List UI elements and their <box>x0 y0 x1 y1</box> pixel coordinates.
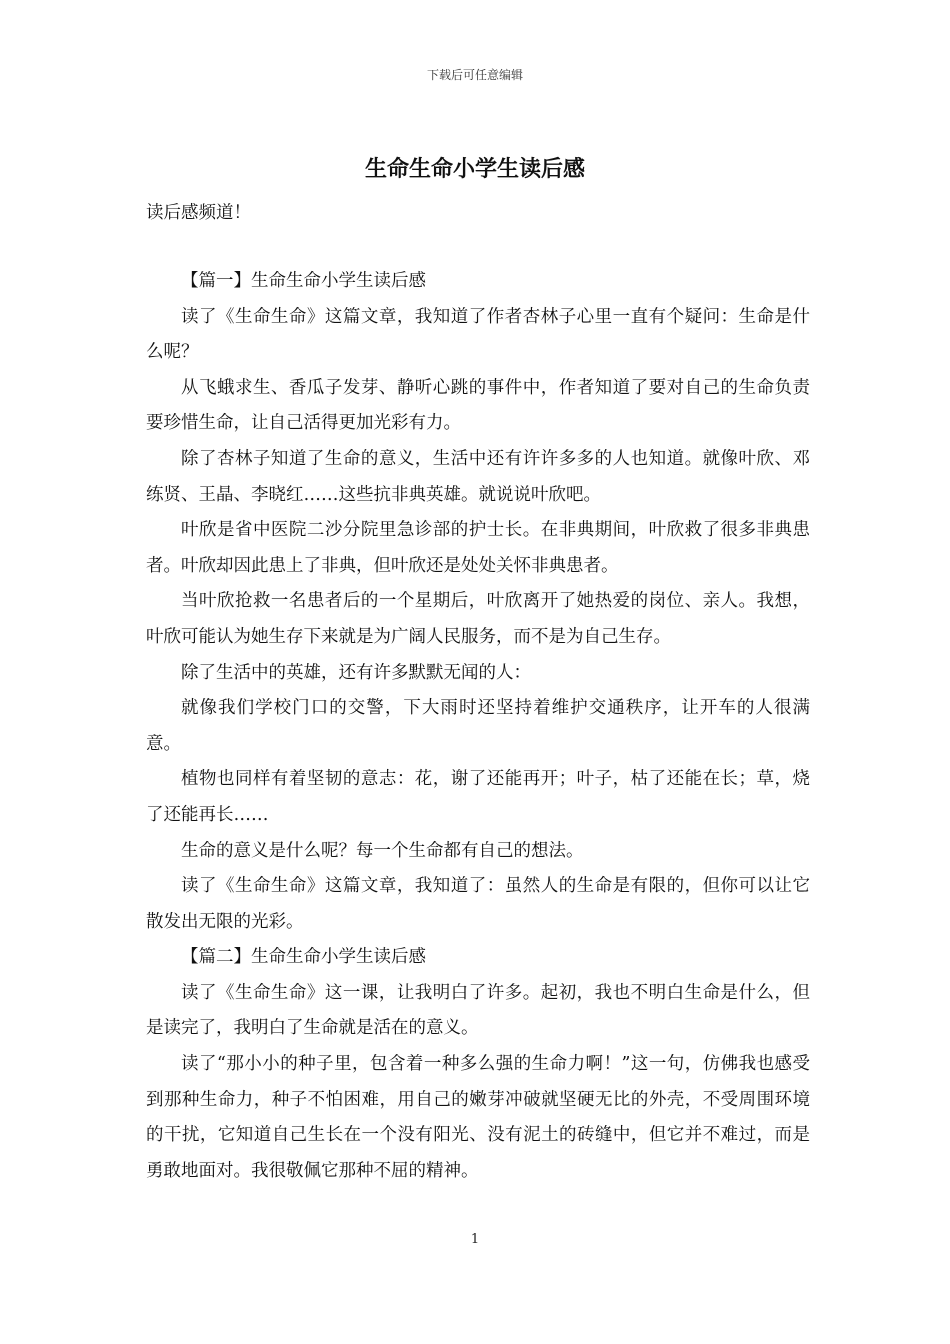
paragraph: 就像我们学校门口的交警，下大雨时还坚持着维护交通秩序，让开车的人很满意。 <box>146 698 810 754</box>
paragraph: 读了《生命生命》这篇文章，我知道了作者杏林子心里一直有个疑问：生命是什么呢？ <box>146 306 810 363</box>
page-number: 1 <box>470 1232 480 1247</box>
paragraph: 生命的意义是什么呢？每一个生命都有自己的想法。 <box>181 840 584 861</box>
paragraph: 读了“那小小的种子里，包含着一种多么强的生命力啊！”这一句，仿佛我也感受到那种生命力，种子不怕困难，用自己的嫩芽冲破就坚硬无比的外壳，不受周围环境的干扰，它知道自己生长在一个没有阳光、没有泥土的砖缝中，但它并不难过，而是勇敢地面对。我很敬佩它那种不屈的精神。 <box>146 1054 810 1181</box>
section-heading-2: 【篇二】生命生命小学生读后感 <box>181 947 426 968</box>
document-title: 生命生命小学生读后感 <box>364 157 585 182</box>
paragraph: 读了《生命生命》这一课，让我明白了许多。起初，我也不明白生命是什么，但是读完了，我明白了生命就是活在的意义。 <box>146 982 810 1039</box>
paragraph: 当叶欣抢救一名患者后的一个星期后，叶欣离开了她热爱的岗位、亲人。我想，叶欣可能认为她生存下来就是为广阔人民服务，而不是为自己生存。 <box>146 591 810 647</box>
paragraph: 叶欣是省中医院二沙分院里急诊部的护士长。在非典期间，叶欣救了很多非典患者。叶欣却因此患上了非典，但叶欣还是处处关怀非典患者。 <box>146 520 810 576</box>
paragraph: 除了杏林子知道了生命的意义，生活中还有许许多多的人也知道。就像叶欣、邓练贤、王晶、李晓红……这些抗非典英雄。就说说叶欣吧。 <box>146 448 810 505</box>
paragraph: 除了生活中的英雄，还有许多默默无闻的人： <box>181 662 531 683</box>
paragraph: 从飞蛾求生、香瓜子发芽、静听心跳的事件中，作者知道了要对自己的生命负责要珍惜生命，让自己活得更加光彩有力。 <box>146 377 810 434</box>
paragraph: 植物也同样有着坚韧的意志：花，谢了还能再开；叶子，枯了还能在长；草，烧了还能再长…… <box>146 769 810 825</box>
document-body <box>146 264 810 1189</box>
page-header: 下载后可任意编辑 <box>426 68 523 82</box>
section-heading-1: 【篇一】生命生命小学生读后感 <box>181 271 426 291</box>
intro-line: 读后感频道！ <box>146 203 251 223</box>
paragraph: 读了《生命生命》这篇文章，我知道了：虽然人的生命是有限的，但你可以让它散发出无限的光彩。 <box>146 876 810 932</box>
